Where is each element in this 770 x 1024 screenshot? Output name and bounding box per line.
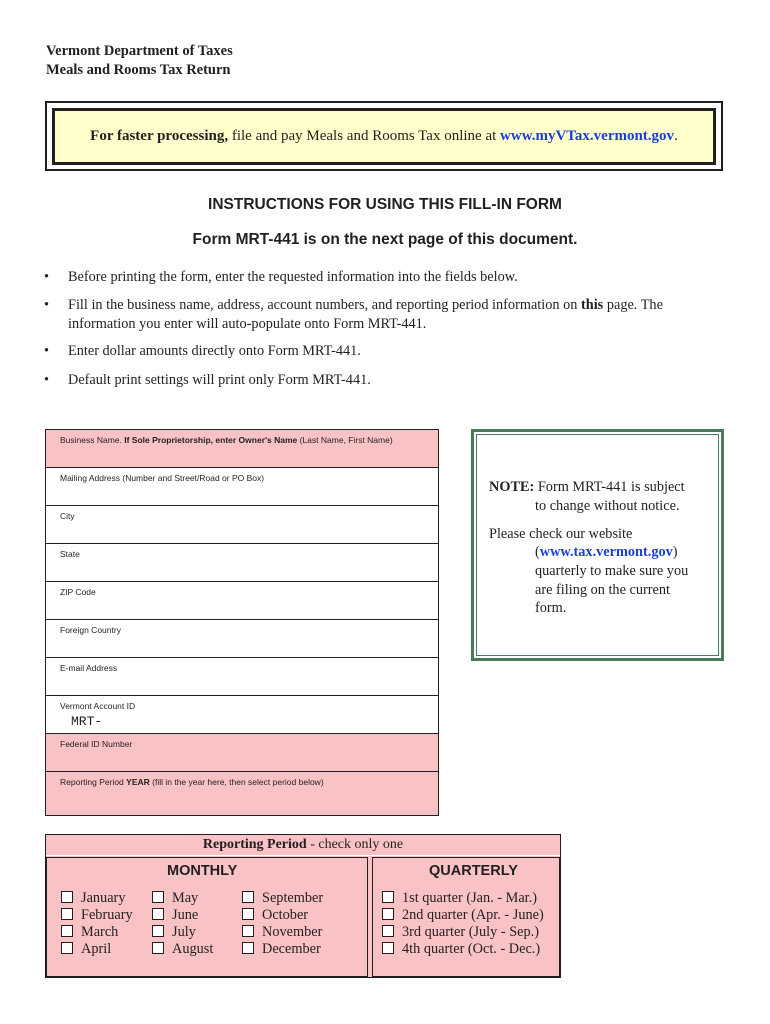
foreign-country-field[interactable] [46,620,438,658]
zip-code-field[interactable] [46,582,438,620]
note-line: are filing on the current [535,582,670,598]
note-line: (www.tax.vermont.gov) [535,544,678,560]
mailing-address-field[interactable] [46,468,438,506]
checkbox[interactable] [152,942,164,954]
quarter-option-2[interactable]: 2nd quarter (Apr. - June) [382,907,544,924]
state-field[interactable] [46,544,438,582]
checkbox[interactable] [61,942,73,954]
bullet-dot: • [44,372,50,388]
month-option-february[interactable]: February [61,907,133,924]
mailing-address-label: Mailing Address (Number and Street/Road or PO Box) [60,473,265,483]
checkbox[interactable] [152,925,164,937]
month-option-july[interactable]: July [152,924,196,941]
bullet-dot: • [44,297,50,313]
checkbox[interactable] [152,908,164,920]
banner-lead: For faster processing, [90,128,229,144]
account-prefix: MRT- [71,714,103,729]
bullet-text: Fill in the business name, address, account numbers, and reporting period information on this page. The information you enter will auto-populate onto Form MRT-441. [68,297,663,332]
reporting-year-field[interactable] [46,772,438,815]
email-label: E-mail Address [60,663,118,673]
checkbox[interactable] [242,925,254,937]
month-option-may[interactable]: May [152,890,198,907]
quarter-option-4[interactable]: 4th quarter (Oct. - Dec.) [382,941,540,958]
business-info-fields [45,429,439,816]
tax-website-link[interactable]: www.tax.vermont.gov [539,544,673,560]
reporting-period-section [45,834,561,978]
checkbox[interactable] [61,925,73,937]
checkbox[interactable] [152,891,164,903]
vermont-account-id-label: Vermont Account ID [60,701,136,711]
month-option-december[interactable]: December [242,941,321,958]
agency-name: Vermont Department of Taxes [46,43,233,59]
checkbox[interactable] [61,908,73,920]
bullet-text: Before printing the form, enter the requested information into the fields below. [68,269,518,285]
instructions-subtitle: Form MRT-441 is on the next page of this document. [192,231,578,248]
month-option-september[interactable]: September [242,890,323,907]
month-option-april[interactable]: April [61,941,111,958]
checkbox[interactable] [61,891,73,903]
note-line: Please check our website [489,526,633,542]
monthly-group [46,857,368,977]
note-line: quarterly to make sure you [535,563,689,579]
month-option-october[interactable]: October [242,907,308,924]
checkbox[interactable] [382,908,394,920]
note-label: NOTE: [489,479,535,495]
bullet-dot: • [44,343,50,359]
checkbox[interactable] [242,908,254,920]
checkbox[interactable] [382,891,394,903]
zip-code-label: ZIP Code [60,587,96,597]
reporting-period-heading: Reporting Period - check only one [46,835,560,856]
banner-tail: . [674,128,678,144]
checkbox[interactable] [242,942,254,954]
city-field[interactable] [46,506,438,544]
federal-id-label: Federal ID Number [60,739,133,749]
state-label: State [60,549,80,559]
checkbox[interactable] [382,925,394,937]
quarter-option-3[interactable]: 3rd quarter (July - Sep.) [382,924,539,941]
bullet-bold: this [581,297,604,313]
email-field[interactable] [46,658,438,696]
note-line: NOTE: Form MRT-441 is subject [489,479,685,495]
note-line: to change without notice. [535,498,680,514]
checkbox[interactable] [382,942,394,954]
month-option-june[interactable]: June [152,907,198,924]
note-line: form. [535,600,567,616]
quarter-option-1[interactable]: 1st quarter (Jan. - Mar.) [382,890,537,907]
foreign-country-label: Foreign Country [60,625,121,635]
federal-id-field[interactable] [46,734,438,772]
instructions-title: INSTRUCTIONS FOR USING THIS FILL-IN FORM [208,196,562,213]
myvtax-link[interactable]: www.myVTax.vermont.gov [500,128,675,144]
business-name-label: Business Name. If Sole Proprietorship, enter Owner's Name (Last Name, First Name) [60,435,393,445]
reporting-year-label: Reporting Period YEAR (fill in the year here, then select period below) [60,777,324,787]
note-box [476,434,719,656]
quarterly-title: QUARTERLY [429,863,518,879]
vermont-account-id-field[interactable] [46,696,438,734]
checkbox[interactable] [242,891,254,903]
month-option-november[interactable]: November [242,924,322,941]
month-option-august[interactable]: August [152,941,213,958]
online-filing-banner [52,108,716,165]
bullet-text: Enter dollar amounts directly onto Form MRT-441. [68,343,361,359]
bullet-text: Default print settings will print only Form MRT-441. [68,372,371,388]
city-label: City [60,511,75,521]
quarterly-group [372,857,560,977]
banner-text: file and pay Meals and Rooms Tax online at [228,128,501,144]
monthly-title: MONTHLY [167,863,238,879]
form-title: Meals and Rooms Tax Return [46,62,231,78]
month-option-january[interactable]: January [61,890,125,907]
business-name-field[interactable] [46,430,438,468]
bullet-dot: • [44,269,50,285]
month-option-march[interactable]: March [61,924,118,941]
